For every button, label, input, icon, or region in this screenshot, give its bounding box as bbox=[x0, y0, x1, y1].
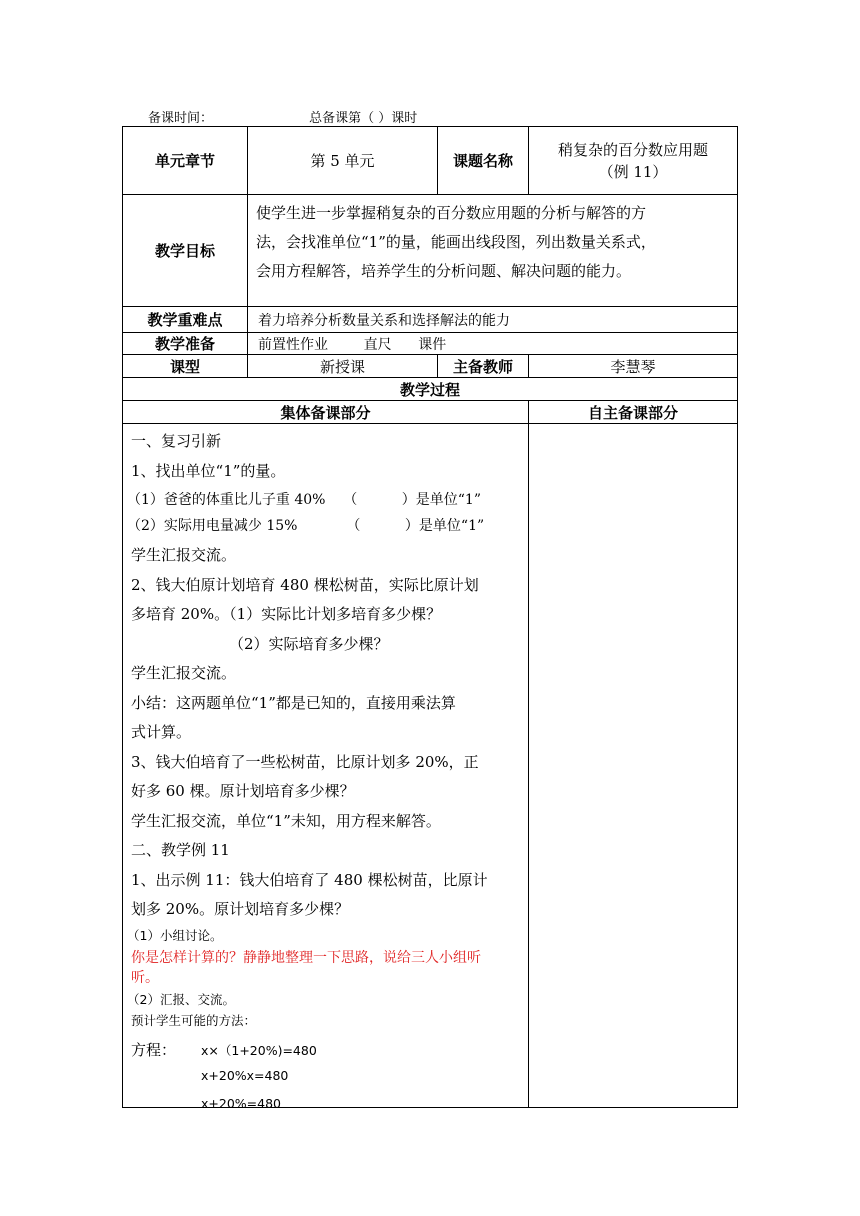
unit-label: 单元章节 bbox=[154, 152, 215, 170]
content-line: 1、找出单位“1”的量。 bbox=[131, 462, 286, 480]
content-line: 一、复习引新 bbox=[131, 432, 222, 450]
content-line: 好多 60 棵。原计划培育多少棵？ bbox=[131, 782, 355, 800]
unit-value: 第 5 单元 bbox=[310, 152, 375, 170]
content-line: （1）小组讨论。 bbox=[127, 928, 223, 943]
goal-text bbox=[248, 195, 737, 306]
type-label: 课型 bbox=[169, 357, 200, 376]
content-line: 1、出示例 11：钱大伯培育了 480 棵松树苗，比原计 bbox=[131, 871, 488, 889]
goal-label: 教学目标 bbox=[154, 242, 215, 260]
content-line: 方程： bbox=[131, 1041, 177, 1059]
prep-label: 教学准备 bbox=[154, 335, 215, 353]
content-line: 你是怎样计算的？静静地整理一下思路，说给三人小组听 bbox=[131, 950, 481, 966]
content-line: 小结：这两题单位“1”都是已知的，直接用乘法算 bbox=[131, 694, 456, 712]
page-header bbox=[148, 107, 417, 126]
content-line: 多培育 20%。（1）实际比计划多培育多少棵？ bbox=[131, 605, 442, 623]
teacher-label: 主备教师 bbox=[452, 357, 513, 376]
collective-label: 集体备课部分 bbox=[280, 403, 371, 422]
topic-line-1: 稍复杂的百分数应用题 bbox=[557, 140, 708, 159]
content-line: 学生汇报交流。 bbox=[131, 664, 237, 682]
type-value: 新授课 bbox=[319, 357, 365, 376]
difficulty-value: 着力培养分析数量关系和选择解法的能力 bbox=[258, 312, 510, 329]
collective-content bbox=[123, 424, 528, 1111]
topic-value bbox=[529, 127, 737, 194]
content-line: x×（1+20%)=480 bbox=[201, 1043, 317, 1058]
topic-label: 课题名称 bbox=[452, 152, 513, 170]
process-label: 教学过程 bbox=[399, 380, 460, 399]
content-line: （2）实际培育多少棵？ bbox=[229, 635, 389, 653]
lesson-plan-table bbox=[122, 126, 738, 1111]
content-line: 二、教学例 11 bbox=[131, 841, 230, 859]
content-line: 3、钱大伯培育了一些松树苗，比原计划多 20%，正 bbox=[131, 753, 479, 771]
self-content bbox=[529, 424, 737, 1107]
content-line: 预计学生可能的方法： bbox=[131, 1013, 257, 1028]
goal-line: 会用方程解答，培养学生的分析问题、解决问题的能力。 bbox=[256, 262, 632, 280]
content-line: 学生汇报交流。 bbox=[131, 546, 237, 564]
content-line: 式计算。 bbox=[131, 723, 192, 741]
self-label: 自主备课部分 bbox=[587, 403, 678, 422]
content-line: 学生汇报交流，单位“1”未知，用方程来解答。 bbox=[131, 812, 441, 830]
content-line: （2）汇报、交流。 bbox=[127, 992, 235, 1007]
content-line: 划多 20%。原计划培育多少棵？ bbox=[131, 900, 350, 918]
content-line: 2、钱大伯原计划培育 480 棵松树苗，实际比原计划 bbox=[131, 576, 479, 594]
content-line: （2）实际用电量减少 15% （ ）是单位“1” bbox=[127, 518, 485, 534]
teacher-value: 李慧琴 bbox=[610, 357, 656, 376]
goal-line: 使学生进一步掌握稍复杂的百分数应用题的分析与解答的方 bbox=[256, 204, 647, 222]
lesson-count-label: 总备课第（ ）课时 bbox=[309, 111, 418, 126]
prep-value: 前置性作业 直尺 课件 bbox=[258, 336, 447, 353]
content-line: x+20%x=480 bbox=[201, 1068, 289, 1083]
content-line: （1）爸爸的体重比儿子重 40% （ ）是单位“1” bbox=[127, 492, 481, 508]
difficulty-label: 教学重难点 bbox=[147, 311, 223, 329]
prep-time-label: 备课时间： bbox=[148, 111, 214, 126]
topic-line-2: （例 11） bbox=[598, 162, 668, 181]
content-line: 听。 bbox=[131, 970, 159, 986]
content-line: x+20%=480 bbox=[201, 1096, 281, 1111]
goal-line: 法，会找准单位“1”的量，能画出线段图，列出数量关系式， bbox=[256, 233, 656, 251]
